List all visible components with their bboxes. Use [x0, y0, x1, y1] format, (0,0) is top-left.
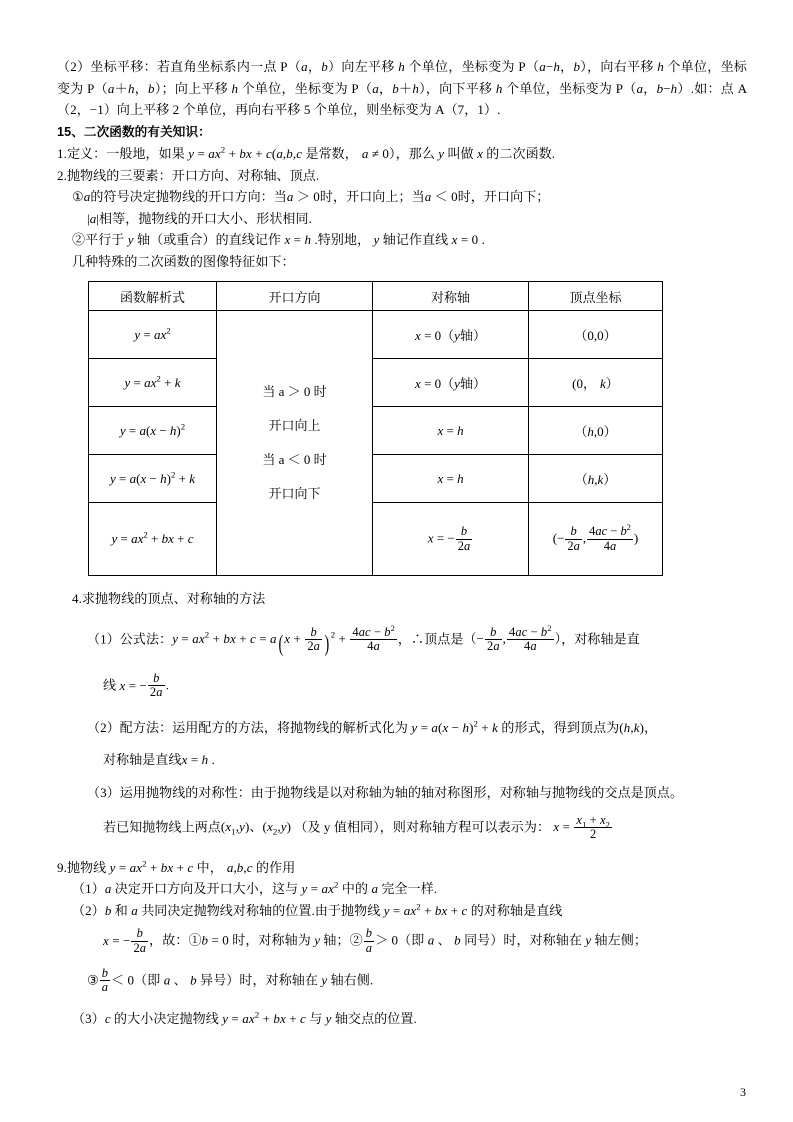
th-vertex: 顶点坐标 — [529, 282, 663, 311]
method-complete-square — [57, 717, 747, 739]
heading-number: 15、 — [57, 124, 84, 139]
method-sym-points: $(x_1,y)$、$(x_2,y)$ — [220, 819, 295, 837]
definition-formula: $y = ax^2$ + bx + c — [188, 144, 272, 161]
role-c-text: （3）c 的大小决定抛物线 $y = ax^2$ + bx + c 与 y 轴交点的位置. — [72, 1009, 417, 1026]
th-expression: 函数解析式 — [89, 282, 217, 311]
item-definition — [57, 143, 747, 165]
method-formula-label: （1）公式法： — [87, 631, 173, 647]
cell-axis-2: x = 0（y轴） — [373, 359, 529, 407]
cell-expression-4: $y = a(x - h)^2 + k$ — [89, 455, 217, 503]
bullet-one-b-text: 相等，抛物线的开口大小、形状相同. — [99, 210, 312, 226]
cell-expression-5: $y = ax^2$ + bx + c — [89, 503, 217, 576]
bullet-one — [57, 186, 747, 208]
table-row — [89, 407, 663, 455]
method-line2-lead: 线 — [103, 677, 117, 693]
open-direction-lines — [217, 375, 372, 511]
role-b-line3 — [57, 967, 747, 994]
vertex-is-label: ，∴顶点是 — [397, 631, 464, 647]
roles-title-lead: 9.抛物线 — [57, 859, 107, 875]
item-three-elements: 2.抛物线的三要素：开口方向、对称轴、顶点. — [57, 167, 320, 183]
cell-vertex-3: （h,0） — [529, 407, 663, 455]
bullet-one-b — [57, 208, 747, 230]
method-sym-mid: （及 y 值相同），则对称轴方程可以表示为： — [294, 819, 551, 835]
method-formula-vertex: （− $\frac{b}{2a}$ , $\frac{4ac - b^2}{4a}$ ） — [463, 622, 562, 653]
method-formula-line2 — [57, 672, 747, 699]
method-cs-vertex: (h,k)， — [619, 720, 658, 736]
quadratic-forms-table — [88, 281, 663, 576]
cell-expression-1: $y = ax^2$ — [89, 311, 217, 359]
definition-tail: (a,b,c 是常数， a ≠ 0），那么 y 叫做 x 的二次函数. — [271, 146, 556, 161]
th-axis-of-symmetry: 对称轴 — [373, 282, 529, 311]
th-open-direction: 开口方向 — [217, 282, 373, 311]
table-row — [89, 311, 663, 359]
method-sym-lead: 若已知抛物线上两点 — [103, 819, 221, 835]
role-a — [57, 878, 747, 900]
cell-expression-2: $y = ax^2 + k$ — [89, 359, 217, 407]
role-b-line3-frac: $\frac{b}{a}$ — [101, 965, 109, 994]
method-cs-label: （2）配方法：运用配方的方法，将抛物线的解析式化为 — [87, 720, 409, 736]
method-symmetry-line2 — [57, 814, 747, 841]
cell-expression-3: $y = a(x - h)^2$ — [89, 407, 217, 455]
page-content — [57, 56, 747, 1029]
heading-title: 二次函数的有关知识： — [83, 124, 211, 139]
coord-translate-text: （2）坐标平移：若直角坐标系内一点 P（a，b）向左平移 h 个单位，坐标变为 P（a−h，b），向右平移 h 个单位，坐标变为 P（a＋h，b）；向上平移 h 个单位，坐标变为 P（a，b＋h），向下平移 h 个单位，坐标变为 P（a，b−h）.如：点 A（2，−1）向上平移 2 个单位，再向右平移 5 个单位，则坐标变为 A（7，1）. — [57, 59, 748, 117]
role-a-text: （1）a 决定开口方向及开口大小，这与 $y = ax^2$ 中的 a 完全一样. — [72, 880, 438, 897]
open-line-3: 当 a ＜ 0 时 — [262, 452, 327, 467]
methods-title: 4.求抛物线的顶点、对称轴的方法 — [72, 591, 266, 606]
cell-axis-3: x = h — [373, 407, 529, 455]
cell-axis-4: x = h — [373, 455, 529, 503]
definition-label: 1.定义：一般地，如果 — [57, 146, 185, 161]
method-line2-tail: . — [165, 677, 169, 693]
bullet-two — [57, 229, 747, 251]
cell-open-direction — [217, 311, 373, 576]
role-c — [57, 1008, 747, 1030]
cell-vertex-2: (0， k） — [529, 359, 663, 407]
roles-title-math: $y = ax^2$ + bx + c — [109, 858, 194, 875]
roles-title — [57, 857, 747, 879]
table-row — [89, 455, 663, 503]
open-line-4: 开口向下 — [268, 486, 321, 501]
role-b-line2-mid: ，故：①b = 0 时，对称轴为 y 轴；② — [149, 933, 363, 949]
method-cs-math: $y = a(x - h)^2 + k$ — [411, 718, 499, 736]
method-cs-mid: 的形式，得到顶点为 — [501, 720, 620, 736]
bullet-two-text: ②平行于 y 轴（或重合）的直线记作 x = h .特别地， y 轴记作直线 x = 0 . — [72, 232, 485, 247]
table-header-row — [89, 282, 663, 311]
method-formula-tail: ，对称轴是直 — [561, 631, 640, 647]
role-b-line2 — [57, 927, 747, 954]
role-b — [57, 900, 747, 922]
role-b-line2-math: x = − $\frac{b}{2a}$ — [103, 926, 147, 955]
quadratic-forms-table-wrap — [88, 281, 658, 576]
bullet-one-text: ①a的符号决定抛物线的开口方向：当a ＞ 0时，开口向上；当a ＜ 0时，开口向下； — [72, 189, 550, 204]
open-line-2: 开口向上 — [268, 418, 321, 433]
method-formula — [57, 622, 747, 656]
table-intro: 几种特殊的二次函数的图像特征如下： — [72, 253, 295, 269]
cell-vertex-1: （0,0） — [529, 311, 663, 359]
table-row — [89, 359, 663, 407]
paragraph-coordinate-translation — [57, 56, 747, 121]
cell-axis-5: x = − $\frac{b}{2a}$ — [373, 503, 529, 576]
method-sym-eq: x = $\frac{x_1 + x_2}{2}$ — [553, 812, 610, 841]
cell-vertex-4: （h,k） — [529, 455, 663, 503]
abs-a-symbol: |a| — [87, 210, 100, 226]
role-b-line2-tail: ＞ 0（即 a 、 b 同号）时，对称轴在 y 轴左侧； — [375, 933, 647, 949]
roles-title-tail: 中， a,b,c 的作用 — [196, 859, 296, 875]
role-b-line3-tail: ＜ 0（即 a 、 b 异号）时，对称轴在 y 轴右侧. — [111, 972, 374, 988]
heading-15 — [57, 122, 747, 144]
page-number: 3 — [740, 1085, 746, 1099]
method-line2-math: x = − $\frac{b}{2a}$ — [119, 671, 163, 700]
role-b-line3-mark: ③ — [87, 972, 99, 988]
role-b-line2-frac: $\frac{b}{a}$ — [365, 926, 373, 955]
method-formula-math: $y = ax^2$ + bx + c = a(x + $\frac{b}{2a}$ )$^2$ + $\frac{4ac - b^2}{4a}$ — [172, 622, 395, 656]
role-b-text: （2）b 和 a 共同决定抛物线对称轴的位置.由于抛物线 $y = ax^2$ + bx + c 的对称轴是直线 — [72, 901, 563, 918]
method-complete-square-line2 — [57, 749, 747, 771]
open-line-1: 当 a ＞ 0 时 — [262, 384, 327, 399]
table-row — [89, 503, 663, 576]
cell-vertex-5: (− $\frac{b}{2a}$ , $\frac{4ac - b^2}{4a}$ ) — [529, 503, 663, 576]
method-symmetry: （3）运用抛物线的对称性：由于抛物线是以对称轴为轴的轴对称图形，对称轴与抛物线的交点是顶点。 — [87, 785, 684, 801]
cell-axis-1: x = 0（y轴） — [373, 311, 529, 359]
method-cs-line2-text: 对称轴是直线x = h . — [103, 751, 215, 767]
